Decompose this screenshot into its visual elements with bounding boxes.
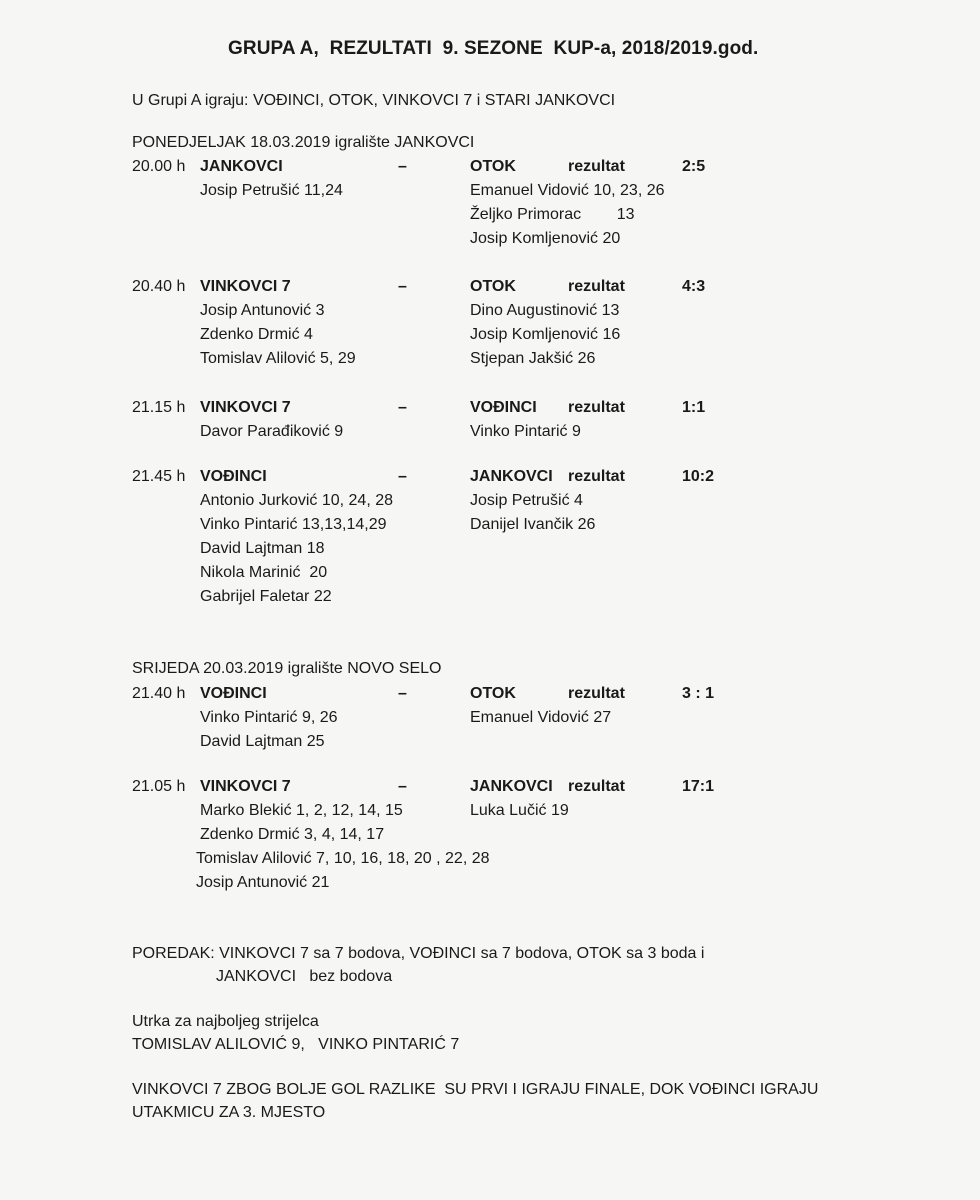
match-score: 10:2 bbox=[682, 468, 715, 485]
dash: – bbox=[398, 685, 407, 702]
home-scorers bbox=[200, 492, 393, 612]
match-entry bbox=[132, 468, 832, 605]
match-score: 3 : 1 bbox=[682, 685, 715, 702]
away-scorers bbox=[470, 802, 569, 826]
match-entry bbox=[132, 399, 832, 440]
scorer: Josip Petrušić 4 bbox=[470, 492, 583, 509]
away-team: VOĐINCI bbox=[470, 399, 537, 416]
result-label: rezultat bbox=[568, 778, 625, 795]
match-entry bbox=[132, 278, 832, 367]
match-entry bbox=[132, 685, 832, 750]
home-scorers bbox=[200, 182, 343, 206]
away-team: OTOK bbox=[470, 278, 516, 295]
scorer: Davor Parađiković 9 bbox=[200, 423, 344, 440]
away-team: JANKOVCI bbox=[470, 778, 553, 795]
match-score: 1:1 bbox=[682, 399, 706, 416]
scorer: Marko Blekić 1, 2, 12, 14, 15 bbox=[200, 802, 403, 819]
away-scorers bbox=[470, 709, 611, 733]
scorer: Danijel Ivančik 26 bbox=[470, 516, 596, 533]
scorer: Emanuel Vidović 27 bbox=[470, 709, 612, 726]
home-team: VOĐINCI bbox=[200, 685, 267, 702]
home-scorers bbox=[200, 709, 338, 757]
away-scorers bbox=[470, 423, 581, 447]
home-scorers bbox=[200, 423, 343, 447]
dash: – bbox=[398, 278, 407, 295]
scorer: Željko Primorac 13 bbox=[470, 206, 635, 223]
dash: – bbox=[398, 158, 407, 175]
conclusion-line-1: VINKOVCI 7 ZBOG BOLJE GOL RAZLIKE SU PRVI I IGRAJU FINALE, DOK VOĐINCI IGRAJU bbox=[132, 1081, 819, 1098]
home-team: VINKOVCI 7 bbox=[200, 278, 291, 295]
match-time: 20.40 h bbox=[132, 278, 186, 295]
day-heading: PONEDJELJAK 18.03.2019 igralište JANKOVCI bbox=[132, 134, 475, 151]
home-team: JANKOVCI bbox=[200, 158, 283, 175]
home-team: VOĐINCI bbox=[200, 468, 267, 485]
scorer: Vinko Pintarić 9, 26 bbox=[200, 709, 338, 726]
match-entry bbox=[132, 158, 832, 247]
scorer: Tomislav Alilović 7, 10, 16, 18, 20 , 22, 28 bbox=[196, 850, 490, 867]
match-time: 21.40 h bbox=[132, 685, 186, 702]
scorer: Josip Komljenović 16 bbox=[470, 326, 621, 343]
away-scorers bbox=[470, 182, 665, 254]
scorer: Josip Antunović 21 bbox=[196, 874, 330, 891]
scorer: Zdenko Drmić 3, 4, 14, 17 bbox=[200, 826, 385, 843]
match-time: 21.05 h bbox=[132, 778, 186, 795]
match-score: 17:1 bbox=[682, 778, 715, 795]
dash: – bbox=[398, 399, 407, 416]
scorer: Nikola Marinić 20 bbox=[200, 564, 328, 581]
match-entry bbox=[132, 778, 832, 891]
scorer-race-heading: Utrka za najboljeg strijelca bbox=[132, 1013, 319, 1030]
scorer: Dino Augustinović 13 bbox=[470, 302, 620, 319]
match-time: 21.45 h bbox=[132, 468, 186, 485]
home-scorers bbox=[196, 802, 490, 898]
match-time: 20.00 h bbox=[132, 158, 186, 175]
scorer: David Lajtman 18 bbox=[200, 540, 325, 557]
result-label: rezultat bbox=[568, 399, 625, 416]
away-team: OTOK bbox=[470, 685, 516, 702]
scorer: Zdenko Drmić 4 bbox=[200, 326, 313, 343]
home-team: VINKOVCI 7 bbox=[200, 399, 291, 416]
scorer: Gabrijel Faletar 22 bbox=[200, 588, 332, 605]
away-scorers bbox=[470, 302, 620, 374]
result-label: rezultat bbox=[568, 158, 625, 175]
scorer: David Lajtman 25 bbox=[200, 733, 325, 750]
day-heading: SRIJEDA 20.03.2019 igralište NOVO SELO bbox=[132, 660, 442, 677]
match-score: 2:5 bbox=[682, 158, 706, 175]
result-label: rezultat bbox=[568, 685, 625, 702]
home-team: VINKOVCI 7 bbox=[200, 778, 291, 795]
scorer-race: TOMISLAV ALILOVIĆ 9, VINKO PINTARIĆ 7 bbox=[132, 1036, 460, 1053]
away-team: JANKOVCI bbox=[470, 468, 553, 485]
result-label: rezultat bbox=[568, 468, 625, 485]
scorer: Vinko Pintarić 13,13,14,29 bbox=[200, 516, 387, 533]
scorer: Josip Petrušić 11,24 bbox=[200, 182, 343, 199]
scorer: Emanuel Vidović 10, 23, 26 bbox=[470, 182, 665, 199]
away-team: OTOK bbox=[470, 158, 516, 175]
scorer: Josip Komljenović 20 bbox=[470, 230, 621, 247]
intro-text: U Grupi A igraju: VOĐINCI, OTOK, VINKOVCI 7 i STARI JANKOVCI bbox=[132, 92, 616, 109]
scorer: Luka Lučić 19 bbox=[470, 802, 569, 819]
conclusion-line-2: UTAKMICU ZA 3. MJESTO bbox=[132, 1104, 326, 1121]
dash: – bbox=[398, 468, 407, 485]
away-scorers bbox=[470, 492, 595, 540]
match-score: 4:3 bbox=[682, 278, 706, 295]
standings-line-1: POREDAK: VINKOVCI 7 sa 7 bodova, VOĐINCI sa 7 bodova, OTOK sa 3 boda i bbox=[132, 945, 705, 962]
standings-line-2: JANKOVCI bez bodova bbox=[216, 968, 393, 985]
result-label: rezultat bbox=[568, 278, 625, 295]
dash: – bbox=[398, 778, 407, 795]
scorer: Vinko Pintarić 9 bbox=[470, 423, 581, 440]
scorer: Josip Antunović 3 bbox=[200, 302, 325, 319]
document-title: GRUPA A, REZULTATI 9. SEZONE KUP-a, 2018/2019.god. bbox=[228, 38, 759, 59]
match-time: 21.15 h bbox=[132, 399, 186, 416]
scorer: Stjepan Jakšić 26 bbox=[470, 350, 596, 367]
scorer: Tomislav Alilović 5, 29 bbox=[200, 350, 356, 367]
scorer: Antonio Jurković 10, 24, 28 bbox=[200, 492, 394, 509]
home-scorers bbox=[200, 302, 356, 374]
